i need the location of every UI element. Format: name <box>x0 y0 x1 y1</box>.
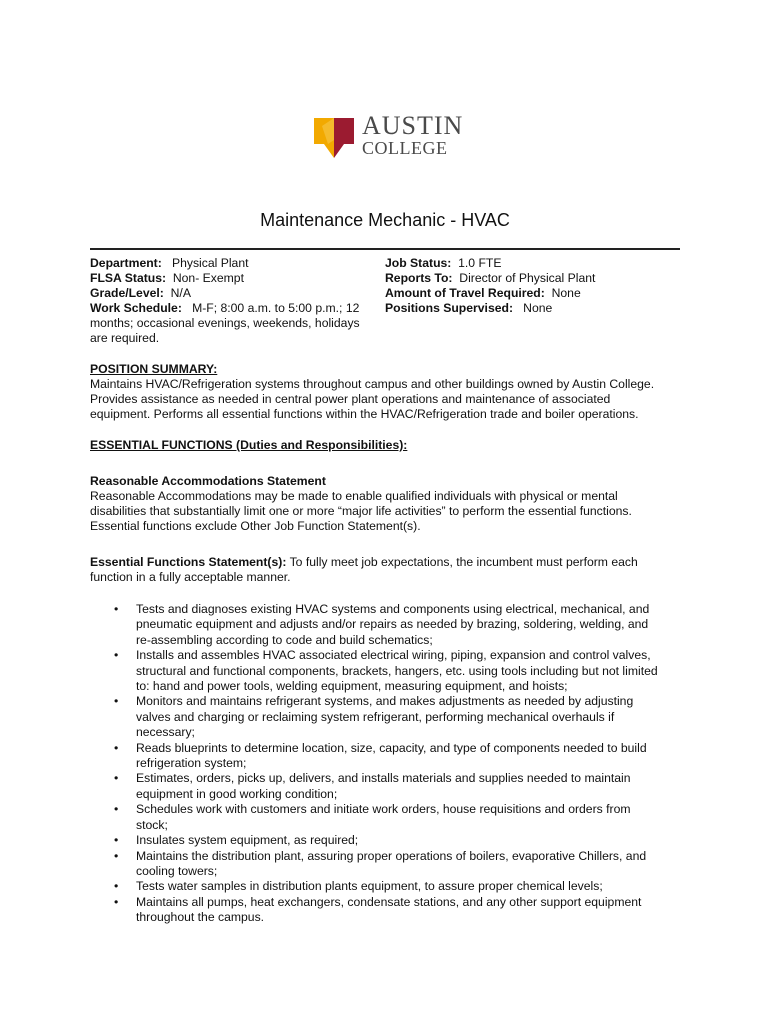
department-value: Physical Plant <box>171 256 249 270</box>
summary-line-2: Provides assistance as needed in central power plant operations and maintenance of associated <box>90 392 611 406</box>
list-item-line: pneumatic equipment and adjusts and/or repairs as needed by brazing, soldering, welding, and <box>136 617 649 632</box>
grade-row <box>90 286 375 301</box>
details-left <box>90 256 375 346</box>
bullet-icon: • <box>114 848 119 863</box>
reports-to-label: Reports To: <box>385 271 453 285</box>
reports-to-value: Director of Physical Plant <box>459 271 596 285</box>
list-item-line: throughout the campus. <box>136 910 265 925</box>
list-item-line: Maintains the distribution plant, assuring proper operations of boilers, evaporative Chillers, and <box>136 848 647 863</box>
accommodations-line-2: disabilities that substantially limit one or more “major life activities” to perform the essential functions. <box>90 504 632 518</box>
list-item-line: Tests and diagnoses existing HVAC systems and components using electrical, mechanical, and <box>136 602 650 616</box>
list-item <box>90 694 680 740</box>
list-item-line: Tests water samples in distribution plants equipment, to assure proper chemical levels; <box>136 879 603 894</box>
essential-functions-heading: ESSENTIAL FUNCTIONS (Duties and Responsibilities): <box>90 438 408 452</box>
list-item <box>90 802 680 833</box>
list-item <box>90 602 680 648</box>
bullet-icon: • <box>114 602 119 616</box>
logo-text-college: COLLEGE <box>362 138 448 158</box>
grade-value: N/A <box>170 286 191 300</box>
position-summary-heading: POSITION SUMMARY: <box>90 362 218 376</box>
schedule-value-2: months; occasional evenings, weekends, holidays <box>90 316 360 330</box>
list-item-line: Installs and assembles HVAC associated electrical wiring, piping, expansion and control valves, <box>136 648 651 663</box>
list-item-line: cooling towers; <box>136 863 218 878</box>
shield-icon <box>312 114 356 162</box>
flsa-value: Non- Exempt <box>172 271 244 285</box>
accommodations-line-1: Reasonable Accommodations may be made to enable qualified individuals with physical or mental <box>90 489 618 503</box>
list-item-line: refrigeration system; <box>136 756 247 771</box>
list-item-line: Maintains all pumps, heat exchangers, condensate stations, and any other support equipment <box>136 894 642 909</box>
department-row <box>90 256 375 271</box>
list-item-line: necessary; <box>136 725 195 740</box>
statement-label: Essential Functions Statement(s): <box>90 555 287 569</box>
travel-row <box>385 286 685 301</box>
bullet-icon: • <box>114 894 119 909</box>
list-item <box>90 879 680 894</box>
schedule-value-1: M-F; 8:00 a.m. to 5:00 p.m.; 12 <box>192 301 360 315</box>
schedule-value-3: are required. <box>90 331 160 345</box>
list-item-line: re-assembling according to code and build schematics; <box>136 632 433 647</box>
duties-list <box>90 602 680 926</box>
logo-text-austin: AUSTIN <box>362 111 464 140</box>
list-item-line: Reads blueprints to determine location, size, capacity, and type of components needed to build <box>136 740 647 755</box>
summary-line-1: Maintains HVAC/Refrigeration systems throughout campus and other buildings owned by Austin College. <box>90 377 655 391</box>
supervised-row <box>385 301 685 316</box>
document-title: Maintenance Mechanic - HVAC <box>260 210 510 230</box>
list-item <box>90 741 680 772</box>
title-divider <box>90 248 680 250</box>
list-item-line: to: hand and power tools, welding equipment, measuring equipment, and hoists; <box>136 679 568 694</box>
list-item-line: equipment in good working condition; <box>136 786 338 801</box>
grade-label: Grade/Level: <box>90 286 164 300</box>
list-item <box>90 833 680 848</box>
list-item <box>90 895 680 926</box>
list-item-line: stock; <box>136 817 168 832</box>
schedule-label: Work Schedule: <box>90 301 182 315</box>
accommodations-line-3: Essential functions exclude Other Job Function Statement(s). <box>90 519 421 533</box>
position-summary <box>90 362 690 422</box>
bullet-icon: • <box>114 771 119 786</box>
statement-line-2: function in a fully acceptable manner. <box>90 570 291 584</box>
list-item <box>90 771 680 802</box>
reports-to-row <box>385 271 685 286</box>
list-item <box>90 648 680 694</box>
travel-value: None <box>551 286 581 300</box>
bullet-icon: • <box>114 740 119 755</box>
list-item-line: Schedules work with customers and initiate work orders, house requisitions and orders from <box>136 802 631 817</box>
statement-line-1 <box>90 555 690 570</box>
flsa-label: FLSA Status: <box>90 271 167 285</box>
essential-functions-section <box>90 438 690 453</box>
job-status-row <box>385 256 685 271</box>
list-item-line: structural and functional components, brackets, hangers, etc. using tools including but not limited <box>136 663 658 678</box>
accommodations-section <box>90 474 690 534</box>
travel-label: Amount of Travel Required: <box>385 286 545 300</box>
bullet-icon: • <box>114 833 119 848</box>
bullet-icon: • <box>114 648 119 663</box>
list-item <box>90 849 680 880</box>
job-status-label: Job Status: <box>385 256 452 270</box>
bullet-icon: • <box>114 694 119 709</box>
bullet-icon: • <box>114 802 119 817</box>
list-item-line: valves and charging or reclaiming system refrigerant, performing mechanical overhauls if <box>136 709 615 724</box>
job-status-value: 1.0 FTE <box>458 256 502 270</box>
summary-line-3: equipment. Performs all essential functions within the HVAC/Refrigeration trade and boiler operations. <box>90 407 639 421</box>
austin-college-logo <box>312 112 462 162</box>
schedule-row <box>90 301 375 316</box>
statement-text-1: To fully meet job expectations, the incumbent must perform each <box>289 555 638 569</box>
list-item-line: Insulates system equipment, as required; <box>136 833 359 848</box>
department-label: Department: <box>90 256 162 270</box>
details-right <box>385 256 685 316</box>
supervised-label: Positions Supervised: <box>385 301 513 315</box>
bullet-icon: • <box>114 879 119 894</box>
supervised-value: None <box>523 301 553 315</box>
flsa-row <box>90 271 375 286</box>
functions-statement <box>90 555 690 585</box>
list-item-line: Monitors and maintains refrigerant systems, and makes adjustments as needed by adjusting <box>136 694 634 709</box>
accommodations-heading: Reasonable Accommodations Statement <box>90 474 326 488</box>
list-item-line: Estimates, orders, picks up, delivers, and installs materials and supplies needed to maintain <box>136 771 631 786</box>
